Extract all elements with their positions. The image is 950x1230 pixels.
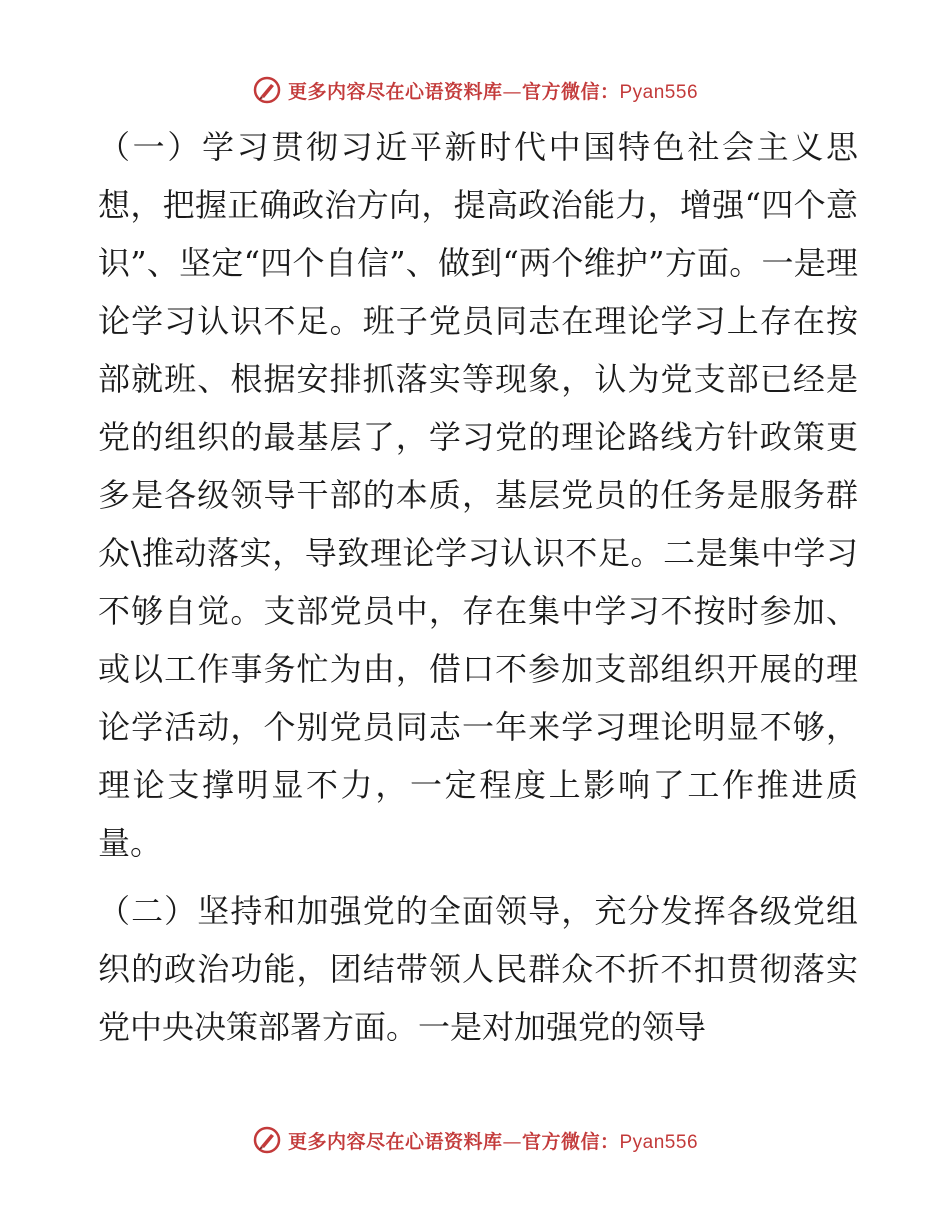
quill-pen-logo-icon — [252, 1125, 282, 1155]
header-brand: 更多内容尽在心语资料库 — [287, 80, 503, 103]
header-banner-text — [288, 77, 698, 104]
footer-wechat-id: Pyan556 — [619, 1131, 699, 1153]
quill-pen-logo-icon — [252, 75, 282, 105]
header-separator: — — [502, 80, 522, 103]
header-wechat-id: Pyan556 — [619, 81, 699, 103]
document-body — [98, 118, 858, 1056]
footer-brand: 更多内容尽在心语资料库 — [287, 1130, 503, 1153]
footer-banner — [0, 1122, 950, 1158]
header-wechat-label: 官方微信： — [521, 80, 620, 103]
paragraph-2: （二）坚持和加强党的全面领导，充分发挥各级党组织的政治功能，团结带领人民群众不折不扣贯彻落实党中央决策部署方面。一是对加强党的领导 — [98, 892, 858, 1046]
paragraph-1: （一）学习贯彻习近平新时代中国特色社会主义思想，把握正确政治方向，提高政治能力，增强“四个意识”、坚定“四个自信”、做到“两个维护”方面。一是理论学习认识不足。班子党员同志在理论学习上存在按部就班、根据安排抓落实等现象，认为党支部已经是党的组织的最基层了，学习党的理论路线方针政策更多是各级领导干部的本质，基层党员的任务是服务群众\推动落实，导致理论学习认识不足。二是集中学习不够自觉。支部党员中，存在集中学习不按时参加、或以工作事务忙为由，借口不参加支部组织开展的理论学活动，个别党员同志一年来学习理论明显不够，理论支撑明显不力，一定程度上影响了工作推进质量。 — [98, 128, 858, 862]
footer-separator: — — [502, 1130, 522, 1153]
footer-banner-text — [288, 1127, 698, 1154]
header-banner — [0, 72, 950, 108]
footer-wechat-label: 官方微信： — [521, 1130, 620, 1153]
